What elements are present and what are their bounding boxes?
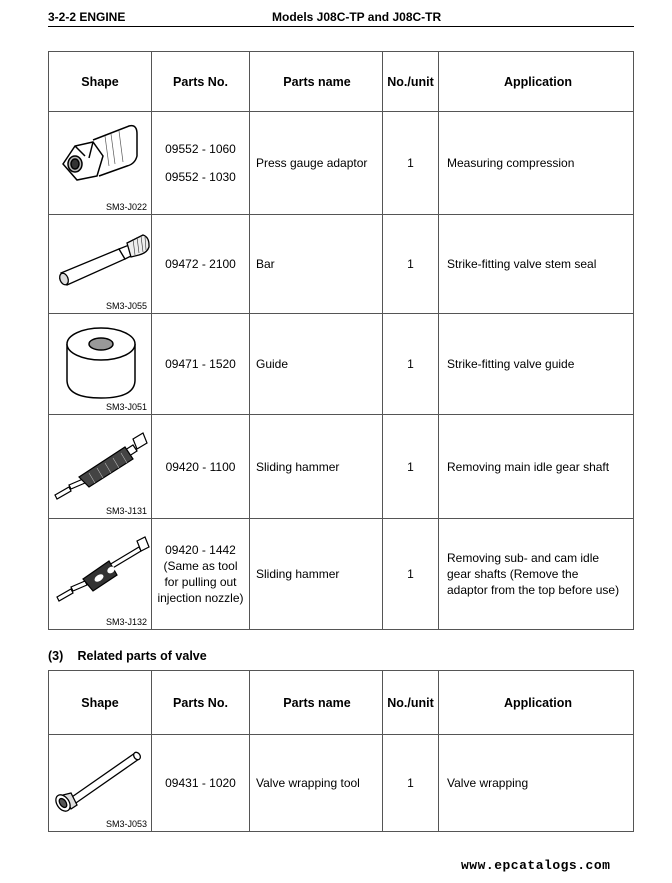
figure-code: SM3-J051	[105, 402, 147, 412]
sliding-hammer-icon	[49, 415, 151, 518]
press-gauge-adaptor-icon	[49, 112, 151, 214]
parts-no-cell	[152, 735, 250, 832]
shape-cell	[49, 415, 152, 519]
parts-no-note: injection nozzle)	[157, 591, 244, 605]
application-line: Removing sub- and cam idle	[447, 551, 600, 565]
parts-name-cell: Bar	[250, 215, 383, 314]
watermark-link[interactable]: www.epcatalogs.com	[461, 858, 611, 873]
parts-no-cell	[152, 215, 250, 314]
parts-no-note: for pulling out	[164, 575, 237, 589]
parts-no: 09472 - 2100	[165, 257, 236, 271]
col-partsname-header: Parts name	[250, 52, 383, 112]
section-number: (3)	[48, 649, 64, 663]
qty-cell: 1	[383, 415, 439, 519]
col-partsname-header: Parts name	[250, 671, 383, 735]
figure-code: SM3-J131	[105, 506, 147, 516]
col-application-header: Application	[439, 671, 634, 735]
figure-code: SM3-J132	[105, 617, 147, 627]
application-cell: Removing main idle gear shaft	[439, 415, 634, 519]
parts-no: 09431 - 1020	[165, 776, 236, 790]
col-shape-header: Shape	[49, 671, 152, 735]
shape-cell	[49, 735, 152, 832]
sliding-hammer-adaptor-icon	[49, 519, 151, 629]
parts-no: 09552 - 1060	[165, 142, 236, 156]
parts-name-cell: Valve wrapping tool	[250, 735, 383, 832]
parts-no-cell	[152, 314, 250, 415]
table-row	[49, 415, 634, 519]
table-header-row	[49, 671, 634, 735]
header-rule	[48, 26, 634, 27]
valve-wrapping-tool-icon	[49, 735, 151, 831]
qty-cell: 1	[383, 519, 439, 630]
qty-cell: 1	[383, 112, 439, 215]
qty-cell: 1	[383, 735, 439, 832]
valve-parts-table	[48, 670, 634, 832]
parts-no-note: (Same as tool	[163, 559, 238, 573]
section-heading: 3-2-2 ENGINE	[48, 10, 126, 24]
table-row	[49, 112, 634, 215]
col-nounit-header: No./unit	[383, 671, 439, 735]
col-partsno-header: Parts No.	[152, 671, 250, 735]
parts-name-cell: Sliding hammer	[250, 415, 383, 519]
application-cell: Strike-fitting valve stem seal	[439, 215, 634, 314]
parts-name-cell: Guide	[250, 314, 383, 415]
parts-no: 09420 - 1100	[165, 459, 236, 474]
guide-ring-icon	[49, 314, 151, 414]
parts-name-cell: Sliding hammer	[250, 519, 383, 630]
application-line: gear shafts (Remove the	[447, 567, 579, 581]
parts-no: 09420 - 1442	[165, 543, 236, 557]
bar-tool-icon	[49, 215, 151, 313]
figure-code: SM3-J055	[105, 301, 147, 311]
application-cell: Strike-fitting valve guide	[439, 314, 634, 415]
special-tools-table	[48, 51, 634, 630]
section-name: Related parts of valve	[77, 649, 207, 663]
table-row	[49, 215, 634, 314]
table-row	[49, 519, 634, 630]
col-nounit-header: No./unit	[383, 52, 439, 112]
shape-cell	[49, 215, 152, 314]
application-cell: Valve wrapping	[439, 735, 634, 832]
table-row	[49, 735, 634, 832]
section-title	[48, 649, 207, 663]
parts-no-cell	[152, 415, 250, 519]
shape-cell	[49, 112, 152, 215]
application-line: adaptor from the top before use)	[447, 583, 620, 597]
parts-no: 09552 - 1030	[165, 170, 236, 184]
col-shape-header: Shape	[49, 52, 152, 112]
figure-code: SM3-J022	[105, 202, 147, 212]
qty-cell: 1	[383, 215, 439, 314]
qty-cell: 1	[383, 314, 439, 415]
parts-no-cell	[152, 112, 250, 215]
shape-cell	[49, 519, 152, 630]
col-partsno-header: Parts No.	[152, 52, 250, 112]
parts-no-cell	[152, 519, 250, 630]
parts-name-cell: Press gauge adaptor	[250, 112, 383, 215]
application-cell	[439, 519, 634, 630]
figure-code: SM3-J053	[105, 819, 147, 829]
table-row	[49, 314, 634, 415]
parts-no: 09471 - 1520	[165, 357, 236, 371]
shape-cell	[49, 314, 152, 415]
col-application-header: Application	[439, 52, 634, 112]
models-heading: Models J08C-TP and J08C-TR	[272, 10, 442, 24]
table-header-row	[49, 52, 634, 112]
application-cell: Measuring compression	[439, 112, 634, 215]
